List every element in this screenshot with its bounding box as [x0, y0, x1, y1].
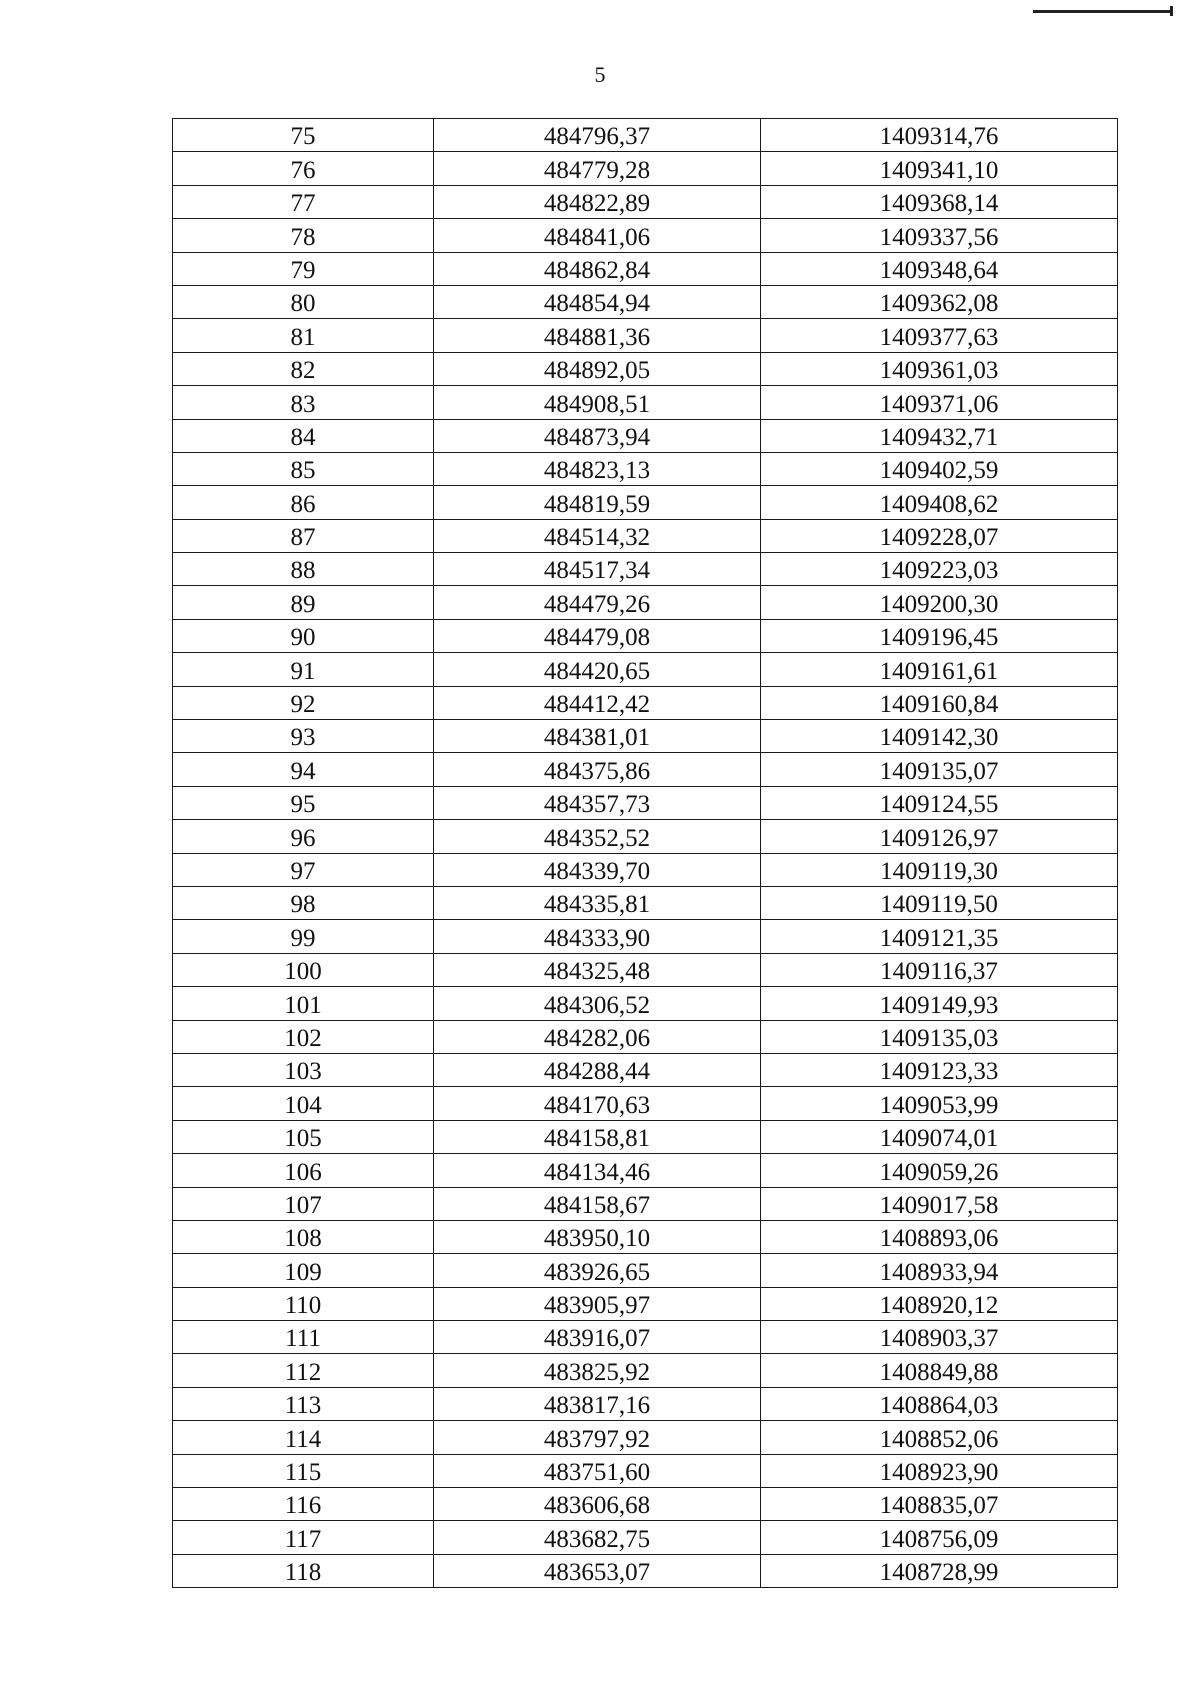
y-coordinate-cell: 1409119,30 — [761, 853, 1118, 886]
point-number-cell: 97 — [173, 853, 434, 886]
point-number-cell: 89 — [173, 586, 434, 619]
y-coordinate-cell: 1409126,97 — [761, 820, 1118, 853]
x-coordinate-cell: 484288,44 — [434, 1053, 761, 1086]
y-coordinate-cell: 1409161,61 — [761, 653, 1118, 686]
x-coordinate-cell: 484796,37 — [434, 119, 761, 152]
y-coordinate-cell: 1408756,09 — [761, 1521, 1118, 1554]
x-coordinate-cell: 484873,94 — [434, 419, 761, 452]
point-number-cell: 75 — [173, 119, 434, 152]
x-coordinate-cell: 484357,73 — [434, 786, 761, 819]
point-number-cell: 107 — [173, 1187, 434, 1220]
y-coordinate-cell: 1409135,07 — [761, 753, 1118, 786]
point-number-cell: 95 — [173, 786, 434, 819]
point-number-cell: 109 — [173, 1254, 434, 1287]
table-row — [173, 1421, 1118, 1454]
point-number-cell: 113 — [173, 1387, 434, 1420]
y-coordinate-cell: 1409200,30 — [761, 586, 1118, 619]
x-coordinate-cell: 484306,52 — [434, 987, 761, 1020]
table-row — [173, 452, 1118, 485]
point-number-cell: 118 — [173, 1554, 434, 1587]
table-row — [173, 886, 1118, 919]
x-coordinate-cell: 484819,59 — [434, 486, 761, 519]
x-coordinate-cell: 484381,01 — [434, 720, 761, 753]
table-row — [173, 486, 1118, 519]
y-coordinate-cell: 1409196,45 — [761, 619, 1118, 652]
y-coordinate-cell: 1409017,58 — [761, 1187, 1118, 1220]
table-row — [173, 953, 1118, 986]
point-number-cell: 111 — [173, 1321, 434, 1354]
point-number-cell: 112 — [173, 1354, 434, 1387]
table-row — [173, 1521, 1118, 1554]
table-row — [173, 1020, 1118, 1053]
table-row — [173, 285, 1118, 318]
x-coordinate-cell: 483950,10 — [434, 1220, 761, 1253]
x-coordinate-cell: 484134,46 — [434, 1154, 761, 1187]
table-row — [173, 553, 1118, 586]
y-coordinate-cell: 1409119,50 — [761, 886, 1118, 919]
point-number-cell: 99 — [173, 920, 434, 953]
y-coordinate-cell: 1408852,06 — [761, 1421, 1118, 1454]
y-coordinate-cell: 1408893,06 — [761, 1220, 1118, 1253]
y-coordinate-cell: 1408864,03 — [761, 1387, 1118, 1420]
point-number-cell: 108 — [173, 1220, 434, 1253]
point-number-cell: 103 — [173, 1053, 434, 1086]
point-number-cell: 84 — [173, 419, 434, 452]
y-coordinate-cell: 1409059,26 — [761, 1154, 1118, 1187]
y-coordinate-cell: 1408920,12 — [761, 1287, 1118, 1320]
table-row — [173, 853, 1118, 886]
x-coordinate-cell: 484412,42 — [434, 686, 761, 719]
y-coordinate-cell: 1408933,94 — [761, 1254, 1118, 1287]
x-coordinate-cell: 483682,75 — [434, 1521, 761, 1554]
table-row — [173, 1354, 1118, 1387]
point-number-cell: 80 — [173, 285, 434, 318]
table-row — [173, 386, 1118, 419]
y-coordinate-cell: 1409341,10 — [761, 152, 1118, 185]
point-number-cell: 90 — [173, 619, 434, 652]
x-coordinate-cell: 484339,70 — [434, 853, 761, 886]
table-row — [173, 1087, 1118, 1120]
y-coordinate-cell: 1408923,90 — [761, 1454, 1118, 1487]
y-coordinate-cell: 1409368,14 — [761, 185, 1118, 218]
y-coordinate-cell: 1409142,30 — [761, 720, 1118, 753]
y-coordinate-cell: 1409160,84 — [761, 686, 1118, 719]
x-coordinate-cell: 484158,67 — [434, 1187, 761, 1220]
x-coordinate-cell: 484892,05 — [434, 352, 761, 385]
point-number-cell: 93 — [173, 720, 434, 753]
y-coordinate-cell: 1409124,55 — [761, 786, 1118, 819]
x-coordinate-cell: 483825,92 — [434, 1354, 761, 1387]
x-coordinate-cell: 484352,52 — [434, 820, 761, 853]
x-coordinate-cell: 484854,94 — [434, 285, 761, 318]
point-number-cell: 79 — [173, 252, 434, 285]
table-row — [173, 252, 1118, 285]
x-coordinate-cell: 484823,13 — [434, 452, 761, 485]
y-coordinate-cell: 1409314,76 — [761, 119, 1118, 152]
x-coordinate-cell: 484420,65 — [434, 653, 761, 686]
table-row — [173, 319, 1118, 352]
point-number-cell: 85 — [173, 452, 434, 485]
x-coordinate-cell: 484881,36 — [434, 319, 761, 352]
point-number-cell: 98 — [173, 886, 434, 919]
point-number-cell: 87 — [173, 519, 434, 552]
x-coordinate-cell: 484170,63 — [434, 1087, 761, 1120]
table-row — [173, 753, 1118, 786]
point-number-cell: 104 — [173, 1087, 434, 1120]
table-row — [173, 519, 1118, 552]
x-coordinate-cell: 483916,07 — [434, 1321, 761, 1354]
table-row — [173, 653, 1118, 686]
y-coordinate-cell: 1409135,03 — [761, 1020, 1118, 1053]
x-coordinate-cell: 484335,81 — [434, 886, 761, 919]
y-coordinate-cell: 1409149,93 — [761, 987, 1118, 1020]
y-coordinate-cell: 1409228,07 — [761, 519, 1118, 552]
point-number-cell: 96 — [173, 820, 434, 853]
x-coordinate-cell: 483926,65 — [434, 1254, 761, 1287]
table-row — [173, 1154, 1118, 1187]
y-coordinate-cell: 1409074,01 — [761, 1120, 1118, 1153]
table-row — [173, 1287, 1118, 1320]
table-row — [173, 1488, 1118, 1521]
table-row — [173, 119, 1118, 152]
x-coordinate-cell: 484333,90 — [434, 920, 761, 953]
y-coordinate-cell: 1409362,08 — [761, 285, 1118, 318]
x-coordinate-cell: 484514,32 — [434, 519, 761, 552]
point-number-cell: 76 — [173, 152, 434, 185]
x-coordinate-cell: 484158,81 — [434, 1120, 761, 1153]
y-coordinate-cell: 1409053,99 — [761, 1087, 1118, 1120]
y-coordinate-cell: 1409223,03 — [761, 553, 1118, 586]
point-number-cell: 94 — [173, 753, 434, 786]
table-row — [173, 820, 1118, 853]
point-number-cell: 86 — [173, 486, 434, 519]
table-row — [173, 1254, 1118, 1287]
table-row — [173, 352, 1118, 385]
y-coordinate-cell: 1409402,59 — [761, 452, 1118, 485]
y-coordinate-cell: 1409337,56 — [761, 219, 1118, 252]
table-row — [173, 219, 1118, 252]
table-row — [173, 987, 1118, 1020]
point-number-cell: 77 — [173, 185, 434, 218]
table-row — [173, 152, 1118, 185]
table-row — [173, 1187, 1118, 1220]
coordinates-table — [172, 118, 1118, 1588]
point-number-cell: 117 — [173, 1521, 434, 1554]
x-coordinate-cell: 484908,51 — [434, 386, 761, 419]
table-row — [173, 419, 1118, 452]
table-row — [173, 1220, 1118, 1253]
table-row — [173, 920, 1118, 953]
point-number-cell: 100 — [173, 953, 434, 986]
x-coordinate-cell: 483797,92 — [434, 1421, 761, 1454]
y-coordinate-cell: 1408903,37 — [761, 1321, 1118, 1354]
corner-scan-tick — [1170, 6, 1173, 16]
point-number-cell: 102 — [173, 1020, 434, 1053]
table-row — [173, 1053, 1118, 1086]
x-coordinate-cell: 484779,28 — [434, 152, 761, 185]
point-number-cell: 101 — [173, 987, 434, 1020]
y-coordinate-cell: 1409123,33 — [761, 1053, 1118, 1086]
y-coordinate-cell: 1408728,99 — [761, 1554, 1118, 1587]
corner-scan-mark — [1033, 10, 1173, 13]
point-number-cell: 114 — [173, 1421, 434, 1454]
y-coordinate-cell: 1409432,71 — [761, 419, 1118, 452]
x-coordinate-cell: 484325,48 — [434, 953, 761, 986]
x-coordinate-cell: 484479,08 — [434, 619, 761, 652]
point-number-cell: 92 — [173, 686, 434, 719]
point-number-cell: 83 — [173, 386, 434, 419]
x-coordinate-cell: 484479,26 — [434, 586, 761, 619]
table-row — [173, 686, 1118, 719]
x-coordinate-cell: 483751,60 — [434, 1454, 761, 1487]
x-coordinate-cell: 483905,97 — [434, 1287, 761, 1320]
x-coordinate-cell: 483817,16 — [434, 1387, 761, 1420]
x-coordinate-cell: 484862,84 — [434, 252, 761, 285]
table-row — [173, 1321, 1118, 1354]
x-coordinate-cell: 484841,06 — [434, 219, 761, 252]
table-row — [173, 586, 1118, 619]
point-number-cell: 115 — [173, 1454, 434, 1487]
point-number-cell: 116 — [173, 1488, 434, 1521]
table-row — [173, 619, 1118, 652]
y-coordinate-cell: 1409121,35 — [761, 920, 1118, 953]
point-number-cell: 78 — [173, 219, 434, 252]
x-coordinate-cell: 483653,07 — [434, 1554, 761, 1587]
coordinates-table-body — [173, 119, 1118, 1588]
y-coordinate-cell: 1409408,62 — [761, 486, 1118, 519]
table-row — [173, 1387, 1118, 1420]
point-number-cell: 105 — [173, 1120, 434, 1153]
table-row — [173, 1554, 1118, 1587]
x-coordinate-cell: 484375,86 — [434, 753, 761, 786]
point-number-cell: 110 — [173, 1287, 434, 1320]
table-row — [173, 1120, 1118, 1153]
x-coordinate-cell: 483606,68 — [434, 1488, 761, 1521]
table-row — [173, 1454, 1118, 1487]
point-number-cell: 88 — [173, 553, 434, 586]
y-coordinate-cell: 1409116,37 — [761, 953, 1118, 986]
table-row — [173, 786, 1118, 819]
x-coordinate-cell: 484517,34 — [434, 553, 761, 586]
page-number: 5 — [594, 62, 606, 87]
x-coordinate-cell: 484282,06 — [434, 1020, 761, 1053]
point-number-cell: 106 — [173, 1154, 434, 1187]
table-row — [173, 185, 1118, 218]
y-coordinate-cell: 1409361,03 — [761, 352, 1118, 385]
x-coordinate-cell: 484822,89 — [434, 185, 761, 218]
y-coordinate-cell: 1409348,64 — [761, 252, 1118, 285]
y-coordinate-cell: 1408849,88 — [761, 1354, 1118, 1387]
y-coordinate-cell: 1409371,06 — [761, 386, 1118, 419]
point-number-cell: 81 — [173, 319, 434, 352]
y-coordinate-cell: 1408835,07 — [761, 1488, 1118, 1521]
table-row — [173, 720, 1118, 753]
y-coordinate-cell: 1409377,63 — [761, 319, 1118, 352]
point-number-cell: 91 — [173, 653, 434, 686]
point-number-cell: 82 — [173, 352, 434, 385]
